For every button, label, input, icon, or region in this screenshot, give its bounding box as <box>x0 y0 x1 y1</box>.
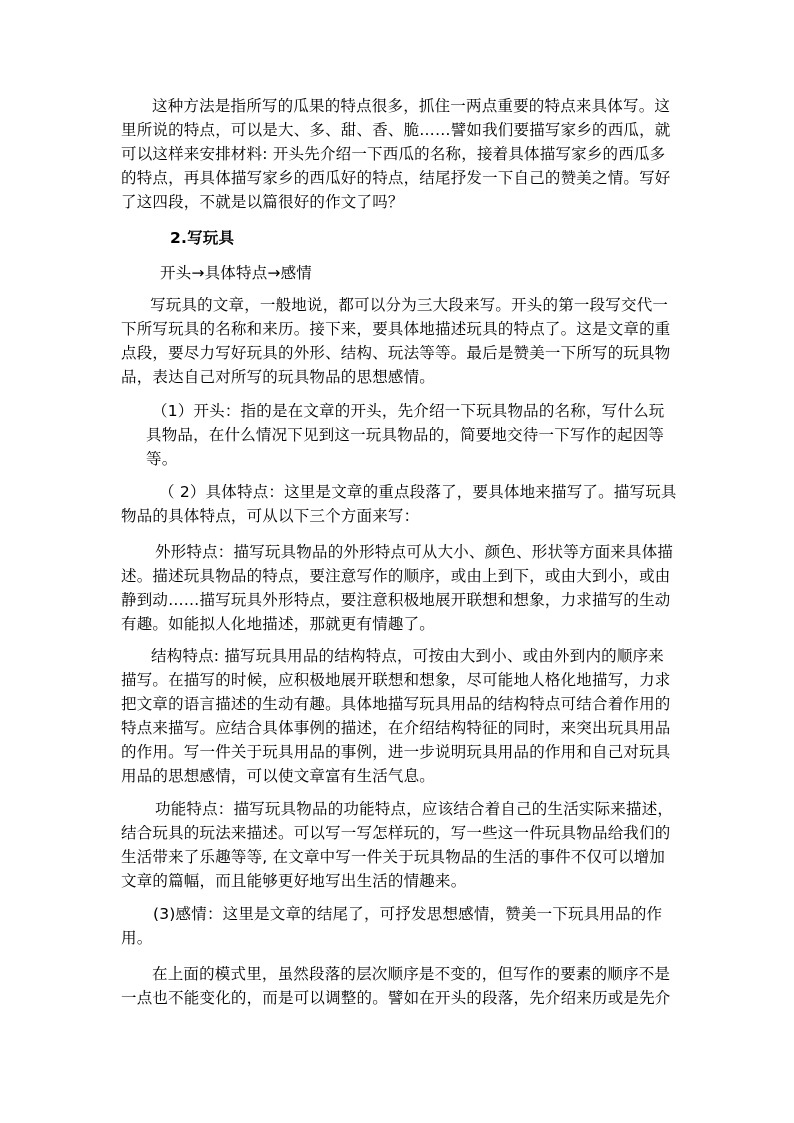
paragraph-pattern-note: 在上面的模式里，虽然段落的层次顺序是不变的，但写作的要素的顺序不是一点也不能变化的，而是可以调整的。譬如在开头的段落，先介绍来历或是先介 <box>121 965 671 1007</box>
paragraph-opening: （1）开头：指的是在文章的开头，先介绍一下玩具物品的名称，写什么玩具物品，在什么情况下见到这一玩具物品的，简要地交待一下写作的起因等等。 <box>146 402 665 468</box>
section-heading-toys: 2.写玩具 <box>170 229 235 247</box>
paragraph-feelings: (3)感情：这里是文章的结尾了，可抒发思想感情，赞美一下玩具用品的作用。 <box>121 905 663 947</box>
paragraph-toy-overview: 写玩具的文章，一般地说，都可以分为三大段来写。开头的第一段写交代一下所写玩具的名称和来历。接下来，要具体地描述玩具的特点了。这是文章的重点段，要尽力写好玩具的外形、结构、玩法等等。最后是赞美一下所写的玩具物品，表达自己对所写的玩具物品的思想感情。 <box>121 296 671 386</box>
paragraph-specific-features: （ 2）具体特点：这里是文章的重点段落了，要具体地来描写了。描写玩具物品的具体特点，可从以下三个方面来写： <box>121 483 677 525</box>
structure-formula: 开头→具体特点→感情 <box>160 264 312 282</box>
paragraph-function-features: 功能特点：描写玩具物品的功能特点，应该结合着自己的生活实际来描述，结合玩具的玩法来描述。可以写一写怎样玩的，写一些这一件玩具物品给我们的生活带来了乐趣等等, 在文章中写一件关于玩具物品的生活的事件不仅可以增加文章的篇幅，而且能够更好地写出生活的情趣来。 <box>121 800 674 890</box>
paragraph-structure-features: 结构特点: 描写玩具用品的结构特点，可按由大到小、或由外到内的顺序来描写。在描写的时候，应积极地展开联想和想象，尽可能地人格化地描写，力求把文章的语言描述的生动有趣。具体地描写玩具用品的结构特点可结合着作用的特点来描写。应结合具体事例的描述，在介绍结构特征的同时，来突出玩具用品的作用。写一件关于玩具用品的事例，进一步说明玩具用品的作用和自己对玩具用品的思想感情，可以使文章富有生活气息。 <box>121 647 671 785</box>
paragraph-melon-method: 这种方法是指所写的瓜果的特点很多，抓住一两点重要的特点来具体写。这里所说的特点，可以是大、多、甜、香、脆……譬如我们要描写家乡的西瓜，就可以这样来安排材料: 开头先介绍一下西瓜的名称，接着具体描写家乡的西瓜多的特点，再具体描写家乡的西瓜好的特点，结尾抒发一下自己的赞美之情。写好了这四段，不就是以篇很好的作文了吗？ <box>121 97 671 211</box>
paragraph-appearance-features: 外形特点：描写玩具物品的外形特点可从大小、颜色、形状等方面来具体描述。描述玩具物品的特点，要注意写作的顺序，或由上到下，或由大到小，或由静到动……描写玩具外形特点，要注意积极地展开联想和想象，力求描写的生动有趣。如能拟人化地描述，那就更有情趣了。 <box>121 543 674 633</box>
